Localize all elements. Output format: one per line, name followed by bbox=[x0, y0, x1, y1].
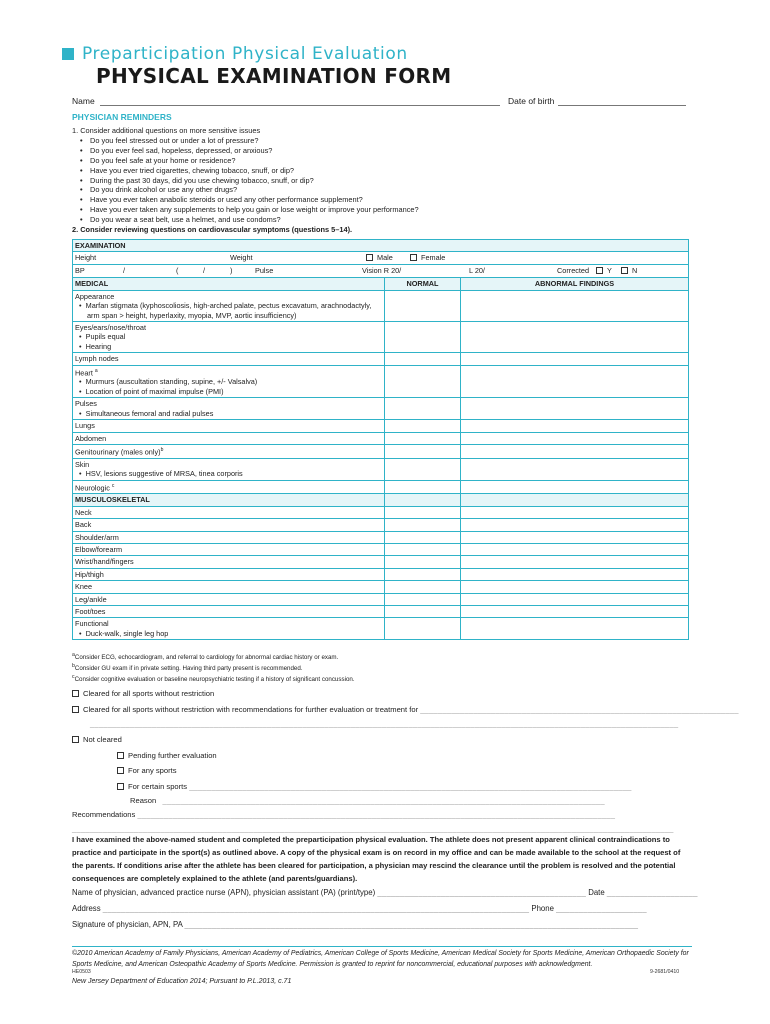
physician-name-field[interactable]: Name of physician, advanced practice nurse (APN), physician assistant (PA) (print/type) ______________________________________________ Date ____________________ bbox=[72, 888, 698, 897]
signature-field[interactable]: Signature of physician, APN, PA ____________________________________________________________________________________________________ bbox=[72, 920, 639, 929]
abnormal-header: ABNORMAL FINDINGS bbox=[461, 278, 689, 290]
abnormal-cell[interactable] bbox=[461, 432, 689, 444]
genito-row: Genitourinary (males only)$^b$ bbox=[73, 444, 385, 458]
abnormal-cell[interactable] bbox=[461, 365, 689, 398]
cleared-option[interactable]: Cleared for all sports without restriction bbox=[72, 689, 214, 698]
neuro-row: Neurologic $^c$ bbox=[73, 480, 385, 494]
reminders-title: PHYSICIAN REMINDERS bbox=[72, 112, 172, 122]
reminder-subitem: • Have you ever tried cigarettes, chewing tobacco, snuff, or dip? bbox=[80, 165, 295, 175]
name-label: Name bbox=[72, 96, 95, 106]
cleared-rec-option[interactable]: Cleared for all sports without restriction with recommendations for further evaluation or treatment for ________________________________________________________________________ bbox=[72, 705, 692, 714]
nj-notice: New Jersey Department of Education 2014; Pursuant to P.L.2013, c.71 bbox=[72, 978, 292, 985]
msk-row: Wrist/hand/fingers bbox=[73, 556, 385, 568]
weight-label: Weight bbox=[230, 253, 253, 263]
normal-cell[interactable] bbox=[385, 606, 461, 618]
abnormal-cell[interactable] bbox=[461, 593, 689, 605]
reason-field[interactable]: Reason ____________________________________________________________________________________________________ bbox=[130, 796, 605, 805]
form-code-left: HE0503 bbox=[72, 969, 91, 975]
skin-row: Skin • HSV, lesions suggestive of MRSA, tinea corporis bbox=[73, 458, 385, 480]
normal-cell[interactable] bbox=[385, 519, 461, 531]
abdomen-row: Abdomen bbox=[73, 432, 385, 444]
abnormal-cell[interactable] bbox=[461, 581, 689, 593]
physician-statement: I have examined the above-named student and completed the preparticipation physical evaluation. The athlete does not present apparent clinical contraindications to practice and participate in the sport(s) as outlined above. A copy of the physical exam is on record in my office and can be made available to the school at the request of the parents. If conditions arise after the athlete has been cleared for participation, a physician may rescind the clearance until the problem is resolved and the potential consequences are completely explained to the athlete (and parents/guardians). bbox=[72, 835, 681, 883]
abnormal-cell[interactable] bbox=[461, 444, 689, 458]
pulses-row: Pulses • Simultaneous femoral and radial pulses bbox=[73, 398, 385, 420]
rec-line[interactable]: _____________________________________________________________________________________________________________________________________ bbox=[90, 719, 679, 728]
reminders-list bbox=[72, 126, 692, 235]
normal-cell[interactable] bbox=[385, 618, 461, 640]
normal-cell[interactable] bbox=[385, 531, 461, 543]
normal-cell[interactable] bbox=[385, 365, 461, 398]
normal-cell[interactable] bbox=[385, 568, 461, 580]
not-cleared-option[interactable]: Not cleared bbox=[72, 735, 122, 744]
corrected-yes[interactable]: Y bbox=[596, 266, 612, 275]
abnormal-cell[interactable] bbox=[461, 519, 689, 531]
msk-row: Back bbox=[73, 519, 385, 531]
msk-row: Leg/ankle bbox=[73, 593, 385, 605]
abnormal-cell[interactable] bbox=[461, 290, 689, 321]
bp-vision-row: BP / ( / ) Pulse Vision R 20/ L 20/ Corrected Y N bbox=[73, 265, 689, 278]
reminder-item-1: 1. Consider additional questions on more sensitive issues bbox=[72, 126, 261, 135]
normal-cell[interactable] bbox=[385, 593, 461, 605]
pending-checkbox bbox=[117, 752, 124, 759]
normal-cell[interactable] bbox=[385, 290, 461, 321]
abnormal-cell[interactable] bbox=[461, 544, 689, 556]
any-sports-option[interactable]: For any sports bbox=[117, 766, 177, 775]
appearance-row: Appearance • Marfan stigmata (kyphoscoliosis, high-arched palate, pectus excavatum, arachnodactyly, arm span > height, hyperlaxity, myopia, MVP, aortic insufficiency) bbox=[73, 290, 385, 321]
abnormal-cell[interactable] bbox=[461, 322, 689, 353]
dob-field[interactable] bbox=[558, 105, 686, 106]
footnote: $^b$Consider GU exam if in private setting. Having third party present is recommended. bbox=[72, 663, 303, 673]
height-weight-row bbox=[73, 252, 689, 265]
lungs-row: Lungs bbox=[73, 420, 385, 432]
footnotes bbox=[72, 651, 692, 684]
abnormal-cell[interactable] bbox=[461, 506, 689, 518]
name-dob-row bbox=[72, 96, 690, 108]
normal-header: NORMAL bbox=[385, 278, 461, 290]
normal-cell[interactable] bbox=[385, 353, 461, 365]
dob-label: Date of birth bbox=[508, 96, 555, 106]
reminder-subitem: • Do you wear a seat belt, use a helmet, and use condoms? bbox=[80, 215, 281, 225]
heart-row: Heart $^a$ • Murmurs (auscultation standing, supine, +/- Valsalva) • Location of point of maximal impulse (PMI) bbox=[73, 365, 385, 398]
any-sports-checkbox bbox=[117, 767, 124, 774]
msk-header: MUSCULOSKELETAL bbox=[73, 494, 385, 506]
not-cleared-checkbox bbox=[72, 736, 79, 743]
msk-row: Elbow/forearm bbox=[73, 544, 385, 556]
reminder-subitem: • During the past 30 days, did you use chewing tobacco, snuff, or dip? bbox=[80, 175, 314, 185]
normal-cell[interactable] bbox=[385, 432, 461, 444]
abnormal-cell[interactable] bbox=[461, 398, 689, 420]
copyright-notice: ©2010 American Academy of Family Physicians, American Academy of Pediatrics, American College of Sports Medicine, American Medical Society for Sports Medicine, American Orthopaedic Society for Sports Medicine, and American Osteopathic Academy of Sports Medicine. Permission is granted to reprint for noncommercial, educational purposes with acknowledgment. bbox=[72, 946, 692, 970]
form-title: PHYSICAL EXAMINATION FORM bbox=[96, 64, 452, 88]
normal-cell[interactable] bbox=[385, 506, 461, 518]
footnote: $^c$Consider cognitive evaluation or baseline neuropsychiatric testing if a history of significant concussion. bbox=[72, 674, 355, 684]
msk-row: Knee bbox=[73, 581, 385, 593]
examination-band: EXAMINATION bbox=[73, 240, 689, 252]
reminder-subitem: • Have you ever taken anabolic steroids or used any other performance supplement? bbox=[80, 195, 363, 205]
form-code-right: 9-2681/0410 bbox=[650, 969, 680, 975]
lymph-row: Lymph nodes bbox=[73, 353, 385, 365]
corrected-label: Corrected bbox=[557, 266, 590, 276]
normal-cell[interactable] bbox=[385, 458, 461, 480]
footnote: $^a$Consider ECG, echocardiogram, and referral to cardiology for abnormal cardiac history or exam. bbox=[72, 652, 339, 662]
cleared-checkbox bbox=[72, 690, 79, 697]
vision-right-label: Vision R 20/ bbox=[362, 266, 402, 276]
bp-label: BP bbox=[75, 266, 85, 276]
abnormal-cell[interactable] bbox=[461, 618, 689, 640]
abnormal-cell[interactable] bbox=[461, 420, 689, 432]
msk-row: Neck bbox=[73, 506, 385, 518]
male-option[interactable]: Male bbox=[366, 253, 393, 262]
recommendations-line[interactable]: ________________________________________________________________________________________________________________________________________ bbox=[72, 824, 674, 833]
recommendations-field[interactable]: Recommendations ____________________________________________________________________________________________________________ bbox=[72, 810, 616, 819]
normal-cell[interactable] bbox=[385, 480, 461, 494]
abnormal-cell[interactable] bbox=[461, 531, 689, 543]
reminder-subitem: • Have you ever taken any supplements to help you gain or lose weight or improve your performance? bbox=[80, 205, 419, 215]
functional-row: Functional • Duck-walk, single leg hop bbox=[73, 618, 385, 640]
abnormal-cell[interactable] bbox=[461, 353, 689, 365]
abnormal-cell[interactable] bbox=[461, 458, 689, 480]
female-option[interactable]: Female bbox=[410, 253, 445, 262]
height-label: Height bbox=[75, 253, 97, 263]
reminder-subitem: • Do you feel stressed out or under a lot of pressure? bbox=[80, 135, 259, 145]
name-field[interactable] bbox=[100, 105, 500, 106]
normal-cell[interactable] bbox=[385, 444, 461, 458]
form-series-title: Preparticipation Physical Evaluation bbox=[62, 44, 408, 64]
medical-header: MEDICAL bbox=[73, 278, 385, 290]
pulse-label: Pulse bbox=[255, 266, 274, 276]
msk-row: Foot/toes bbox=[73, 606, 385, 618]
pending-option[interactable]: Pending further evaluation bbox=[117, 751, 217, 760]
reminder-subitem: • Do you feel safe at your home or residence? bbox=[80, 155, 236, 165]
cleared-rec-checkbox bbox=[72, 706, 79, 713]
square-bullet-icon bbox=[62, 48, 74, 60]
abnormal-cell[interactable] bbox=[461, 606, 689, 618]
reminder-item-2: 2. Consider reviewing questions on cardiovascular symptoms (questions 5–14). bbox=[72, 225, 353, 235]
abnormal-cell[interactable] bbox=[461, 568, 689, 580]
normal-cell[interactable] bbox=[385, 581, 461, 593]
normal-cell[interactable] bbox=[385, 420, 461, 432]
normal-cell[interactable] bbox=[385, 398, 461, 420]
eyes-row: Eyes/ears/nose/throat • Pupils equal • Hearing bbox=[73, 322, 385, 353]
corrected-no[interactable]: N bbox=[621, 266, 637, 275]
address-field[interactable]: Address ______________________________________________________________________________________________ Phone ____________________ bbox=[72, 904, 647, 913]
normal-cell[interactable] bbox=[385, 556, 461, 568]
normal-cell[interactable] bbox=[385, 322, 461, 353]
msk-row: Shoulder/arm bbox=[73, 531, 385, 543]
exam-table bbox=[72, 239, 689, 640]
female-checkbox bbox=[410, 254, 417, 261]
certain-sports-option[interactable]: For certain sports ____________________________________________________________________________________________________ bbox=[117, 782, 692, 791]
msk-row: Hip/thigh bbox=[73, 568, 385, 580]
normal-cell[interactable] bbox=[385, 544, 461, 556]
abnormal-cell[interactable] bbox=[461, 556, 689, 568]
reminder-subitem: • Do you ever feel sad, hopeless, depressed, or anxious? bbox=[80, 145, 273, 155]
abnormal-cell[interactable] bbox=[461, 480, 689, 494]
reminder-subitem: • Do you drink alcohol or use any other drugs? bbox=[80, 185, 238, 195]
male-checkbox bbox=[366, 254, 373, 261]
certain-sports-checkbox bbox=[117, 783, 124, 790]
vision-left-label: L 20/ bbox=[469, 266, 485, 276]
